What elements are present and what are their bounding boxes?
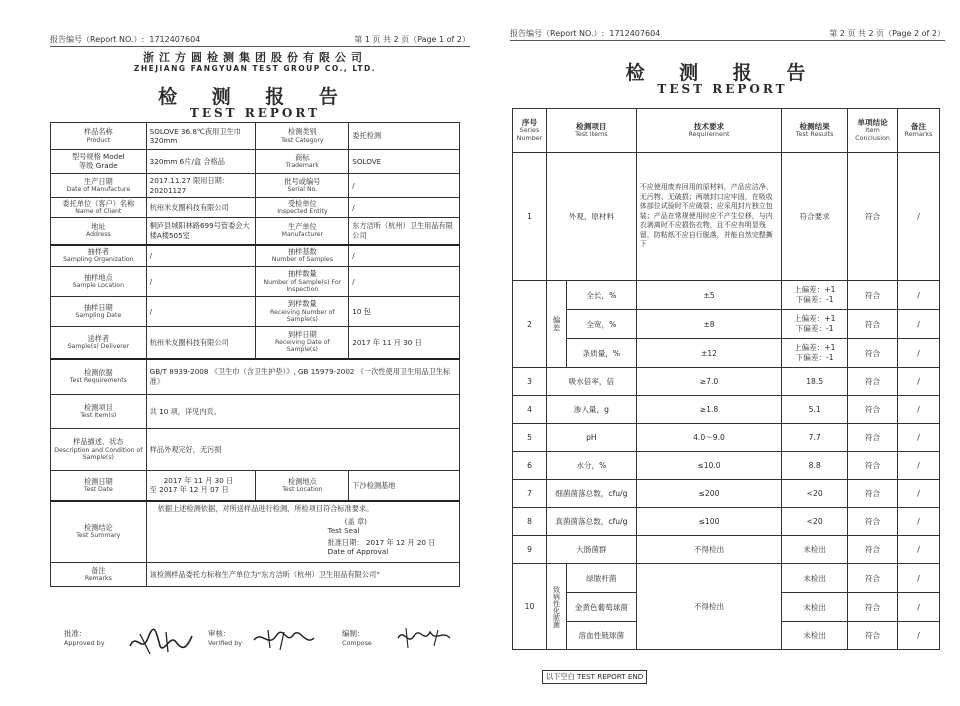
test-items-value: 共 10 项，详见内页。 bbox=[146, 395, 459, 429]
sample-location-value: / bbox=[146, 267, 256, 297]
report-title-en: TEST REPORT bbox=[189, 106, 321, 120]
manufacturer-value: 东方洁昕（杭州）卫生用品有限公司 bbox=[349, 218, 460, 245]
row2-sub-result: 上偏差：+1 下偏差：-1 bbox=[782, 310, 848, 339]
table-row bbox=[513, 536, 940, 564]
manufacturer-label: 生产单位 Manufacturer bbox=[256, 218, 349, 245]
row-result: 18.5 bbox=[782, 368, 848, 396]
test-date-from: 2017 年 11 月 30 日 bbox=[163, 475, 234, 485]
table-row bbox=[513, 339, 940, 368]
table-header-row bbox=[513, 109, 940, 153]
row-remarks: / bbox=[898, 368, 940, 396]
sampling-date-label: 抽样日期 Sampling Date bbox=[51, 297, 147, 327]
row2-item: 偏差 bbox=[546, 281, 566, 368]
deliverer-value: 杭州米友圈科技有限公司 bbox=[146, 327, 256, 359]
receiving-number-label: 到样数量 Receiving Number of Sample(s) bbox=[256, 297, 349, 327]
inspected-entity-label: 受检单位 Inspected Entity bbox=[256, 198, 349, 218]
row1-item: 外观、原材料 bbox=[546, 153, 636, 281]
row-item: 真菌菌落总数，cfu/g bbox=[546, 508, 636, 536]
row10-sub-remarks: / bbox=[898, 593, 940, 622]
row-requirement: ≤100 bbox=[636, 508, 782, 536]
row10-sub-name: 金黄色葡萄球菌 bbox=[566, 593, 636, 622]
row-conclusion: 符合 bbox=[848, 480, 898, 508]
row-conclusion: 符合 bbox=[848, 396, 898, 424]
row-no: 3 bbox=[513, 368, 547, 396]
approved-by: 批准： Approved by bbox=[64, 628, 105, 647]
deliverer-label: 送样者 Sample(s) Deliverer bbox=[51, 327, 147, 359]
table-row bbox=[513, 368, 940, 396]
test-results-table bbox=[512, 108, 940, 650]
col-header-result: 检测结果 Test Results bbox=[782, 109, 848, 153]
row-item: 吸水倍率，倍 bbox=[546, 368, 636, 396]
row-result: 未检出 bbox=[782, 536, 848, 564]
test-location-label: 检测地点 Test Location bbox=[256, 471, 349, 501]
row-no: 8 bbox=[513, 508, 547, 536]
report-title-en: TEST REPORT bbox=[657, 82, 788, 96]
row-no: 7 bbox=[513, 480, 547, 508]
mfg-date-value: 2017.11.27 限用日期：20201127 bbox=[146, 174, 256, 198]
row10-requirement: 不得检出 bbox=[636, 564, 782, 650]
test-location-value: 下沙检测基地 bbox=[349, 471, 460, 501]
remarks-value: 该检测样品委托方标称生产单位为“东方洁昕（杭州）卫生用品有限公司” bbox=[146, 563, 459, 587]
table-row bbox=[51, 359, 460, 395]
table-row bbox=[51, 297, 460, 327]
table-row bbox=[51, 267, 460, 297]
serial-label: 批号或编号 Serial No. bbox=[256, 174, 349, 198]
composed-by: 编制： Compose bbox=[342, 628, 372, 647]
row10-sub-remarks: / bbox=[898, 564, 940, 593]
row-result: <20 bbox=[782, 508, 848, 536]
verified-by: 审核： Verified by bbox=[208, 628, 242, 647]
report-title: 检 测 报 告 bbox=[158, 86, 352, 108]
approval-date: 批准日期： 2017 年 12 月 20 日 bbox=[327, 537, 436, 547]
header-rule bbox=[50, 46, 470, 47]
company-name: 浙江方圆检测集团股份有限公司 bbox=[143, 51, 367, 64]
table-row bbox=[51, 327, 460, 359]
page-number: 第 2 页 共 2 页（Page 2 of 2） bbox=[829, 29, 945, 38]
row2-sub-requirement: ±5 bbox=[636, 281, 782, 310]
receiving-date-value: 2017 年 11 月 30 日 bbox=[349, 327, 460, 359]
row2-sub-name: 全宽，% bbox=[566, 310, 636, 339]
row2-no: 2 bbox=[513, 281, 547, 368]
row2-sub-conclusion: 符合 bbox=[848, 310, 898, 339]
table-row bbox=[513, 424, 940, 452]
num-samples-value: / bbox=[349, 245, 460, 267]
table-row bbox=[51, 471, 460, 501]
row-remarks: / bbox=[898, 536, 940, 564]
table-row bbox=[51, 123, 460, 150]
row-conclusion: 符合 bbox=[848, 536, 898, 564]
address-value: 桐庐县城阳林路699号管委会大楼A楼505室 bbox=[146, 218, 256, 245]
row-requirement: ≥7.0 bbox=[636, 368, 782, 396]
report-info-table bbox=[50, 122, 460, 587]
receiving-number-value: 10 包 bbox=[349, 297, 460, 327]
table-row bbox=[51, 174, 460, 198]
row-no: 5 bbox=[513, 424, 547, 452]
summary-seal: (盖 章) bbox=[344, 516, 367, 526]
trademark-label: 商标 Trademark bbox=[256, 150, 349, 174]
model-label: 型号规格 Model 等级 Grade bbox=[51, 150, 147, 174]
row10-sub-name: 绿脓杆菌 bbox=[566, 564, 636, 593]
row10-group: 致病性化脓菌 bbox=[546, 564, 566, 650]
table-row bbox=[51, 501, 460, 563]
col-header-requirement: 技术要求 Requirement bbox=[636, 109, 782, 153]
row2-sub-remarks: / bbox=[898, 310, 940, 339]
row-result: 8.8 bbox=[782, 452, 848, 480]
table-row bbox=[513, 508, 940, 536]
table-row bbox=[51, 150, 460, 174]
row-remarks: / bbox=[898, 508, 940, 536]
row2-sub-result: 上偏差：+1 下偏差：-1 bbox=[782, 281, 848, 310]
test-date-label: 检测日期 Test Date bbox=[51, 471, 147, 501]
row-item: pH bbox=[546, 424, 636, 452]
row10-sub-conclusion: 符合 bbox=[848, 564, 898, 593]
report-number: 报告编号（Report NO.）: 1712407604 bbox=[510, 29, 661, 38]
row-item: 大肠菌群 bbox=[546, 536, 636, 564]
product-value: SOLOVE 36.8℃夜用卫生巾 320mm bbox=[146, 123, 256, 150]
summary-label: 检测结论 Test Summary bbox=[51, 501, 147, 563]
table-row bbox=[513, 153, 940, 281]
num-inspection-value: / bbox=[349, 267, 460, 297]
row10-sub-conclusion: 符合 bbox=[848, 622, 898, 650]
table-row bbox=[513, 452, 940, 480]
row-no: 4 bbox=[513, 396, 547, 424]
address-label: 地址 Address bbox=[51, 218, 147, 245]
report-title: 检 测 报 告 bbox=[625, 62, 820, 84]
row10-sub-conclusion: 符合 bbox=[848, 593, 898, 622]
row-requirement: 4.0～9.0 bbox=[636, 424, 782, 452]
row-result: 7.7 bbox=[782, 424, 848, 452]
row2-sub-remarks: / bbox=[898, 339, 940, 368]
serial-value: / bbox=[349, 174, 460, 198]
row1-result: 符合要求 bbox=[782, 153, 848, 281]
row-no: 9 bbox=[513, 536, 547, 564]
client-label: 委托单位（客户）名称 Name of Client bbox=[51, 198, 147, 218]
condition-label: 样品描述、状态 Description and Condition of Sample(s) bbox=[51, 429, 147, 471]
table-row bbox=[513, 310, 940, 339]
table-row bbox=[513, 396, 940, 424]
summary-text: 依据上述检测依据，对所送样品进行检测，所检项目符合标准要求。 bbox=[157, 503, 374, 513]
sampling-org-label: 抽样者 Sampling Organization bbox=[51, 245, 147, 267]
row2-sub-conclusion: 符合 bbox=[848, 281, 898, 310]
table-row bbox=[51, 198, 460, 218]
row2-sub-requirement: ±12 bbox=[636, 339, 782, 368]
row-remarks: / bbox=[898, 424, 940, 452]
row-item: 渗入量，g bbox=[546, 396, 636, 424]
row2-sub-name: 条质量，% bbox=[566, 339, 636, 368]
row10-sub-remarks: / bbox=[898, 622, 940, 650]
report-end-note: 以下空白 TEST REPORT END bbox=[542, 670, 647, 684]
inspected-entity-value: / bbox=[349, 198, 460, 218]
row1-remarks: / bbox=[898, 153, 940, 281]
condition-value: 样品外观完好，无污损 bbox=[146, 429, 459, 471]
sampling-date-value: / bbox=[146, 297, 256, 327]
table-row bbox=[51, 218, 460, 245]
col-header-conclusion: 单项结论 Item Conclusion bbox=[848, 109, 898, 153]
product-label: 样品名称 Product bbox=[51, 123, 147, 150]
row1-no: 1 bbox=[513, 153, 547, 281]
row2-sub-conclusion: 符合 bbox=[848, 339, 898, 368]
row-result: 5.1 bbox=[782, 396, 848, 424]
report-page-1 bbox=[40, 0, 470, 706]
approval-date-en: Date of Approval bbox=[327, 546, 389, 556]
row2-sub-name: 全长，% bbox=[566, 281, 636, 310]
trademark-value: SOLOVE bbox=[349, 150, 460, 174]
num-inspection-label: 抽样数量 Number of Sample(s) For Inspection bbox=[256, 267, 349, 297]
row-conclusion: 符合 bbox=[848, 452, 898, 480]
table-row bbox=[513, 564, 940, 593]
row1-requirement: 不应使用废弃回用的原材料，产品应洁净、无污物、无破损；两端封口应牢固，在吸收体部位试验时不应破裂；应采用封片独立包装；产品在常规使用时应不产生位移，与内衣剥离时不应损伤衣物，且不应有明显残留，防粘纸不应自行脱落，并能自然完整撕下 bbox=[636, 153, 782, 281]
composer-signature bbox=[394, 624, 454, 654]
row-remarks: / bbox=[898, 452, 940, 480]
category-value: 委托检测 bbox=[349, 123, 460, 150]
row2-sub-remarks: / bbox=[898, 281, 940, 310]
test-date-to: 至 2017 年 12 月 07 日 bbox=[149, 485, 229, 495]
col-header-remarks: 备注 Remarks bbox=[898, 109, 940, 153]
row2-sub-requirement: ±8 bbox=[636, 310, 782, 339]
requirements-value: GB/T 8939-2008 《卫生巾（含卫生护垫）》, GB 15979-2002 《一次性使用卫生用品卫生标准》 bbox=[146, 359, 459, 395]
report-page-2 bbox=[500, 0, 945, 706]
row-remarks: / bbox=[898, 396, 940, 424]
sample-location-label: 抽样地点 Sample Location bbox=[51, 267, 147, 297]
signature-block bbox=[50, 628, 470, 664]
model-value: 320mm 6片/盒 合格品 bbox=[146, 150, 256, 174]
header-rule bbox=[510, 40, 945, 41]
table-row bbox=[51, 395, 460, 429]
col-header-item: 检测项目 Test Items bbox=[546, 109, 636, 153]
row-requirement: 不得检出 bbox=[636, 536, 782, 564]
row-item: 水分，% bbox=[546, 452, 636, 480]
num-samples-label: 抽样基数 Number of Samples bbox=[256, 245, 349, 267]
requirements-label: 检测依据 Test Requirements bbox=[51, 359, 147, 395]
summary-value bbox=[146, 501, 459, 563]
mfg-date-label: 生产日期 Date of Manufacture bbox=[51, 174, 147, 198]
client-value: 杭州米友圈科技有限公司 bbox=[146, 198, 256, 218]
row-item: 细菌菌落总数，cfu/g bbox=[546, 480, 636, 508]
test-date-value bbox=[146, 471, 256, 501]
row-conclusion: 符合 bbox=[848, 508, 898, 536]
table-row bbox=[51, 563, 460, 587]
sampling-org-value: / bbox=[146, 245, 256, 267]
row2-sub-result: 上偏差：+1 下偏差：-1 bbox=[782, 339, 848, 368]
receiving-date-label: 到样日期 Receiving Date of Sample(s) bbox=[256, 327, 349, 359]
table-row bbox=[513, 480, 940, 508]
row10-sub-result: 未检出 bbox=[782, 564, 848, 593]
row-requirement: ≥1.8 bbox=[636, 396, 782, 424]
row10-sub-result: 未检出 bbox=[782, 593, 848, 622]
category-label: 检测类别 Test Category bbox=[256, 123, 349, 150]
row1-conclusion: 符合 bbox=[848, 153, 898, 281]
row-conclusion: 符合 bbox=[848, 368, 898, 396]
remarks-label: 备注 Remarks bbox=[51, 563, 147, 587]
page-number: 第 1 页 共 2 页（Page 1 of 2） bbox=[354, 35, 470, 44]
table-row bbox=[51, 429, 460, 471]
company-name-en: ZHEJIANG FANGYUAN TEST GROUP CO., LTD. bbox=[133, 64, 377, 73]
row-result: <20 bbox=[782, 480, 848, 508]
verifier-signature bbox=[250, 624, 320, 654]
approver-signature bbox=[126, 624, 196, 658]
table-row bbox=[513, 281, 940, 310]
row10-sub-result: 未检出 bbox=[782, 622, 848, 650]
row-remarks: / bbox=[898, 480, 940, 508]
test-items-label: 检测项目 Test Item(s) bbox=[51, 395, 147, 429]
row-requirement: ≤10.0 bbox=[636, 452, 782, 480]
table-row bbox=[51, 245, 460, 267]
report-number: 报告编号（Report NO.）: 1712407604 bbox=[50, 35, 201, 44]
row10-sub-name: 溶血性链球菌 bbox=[566, 622, 636, 650]
row-requirement: ≤200 bbox=[636, 480, 782, 508]
summary-seal-en: Test Seal bbox=[327, 526, 360, 536]
row-no: 6 bbox=[513, 452, 547, 480]
row-conclusion: 符合 bbox=[848, 424, 898, 452]
col-header-no: 序号 Series Number bbox=[513, 109, 547, 153]
row10-no: 10 bbox=[513, 564, 547, 650]
